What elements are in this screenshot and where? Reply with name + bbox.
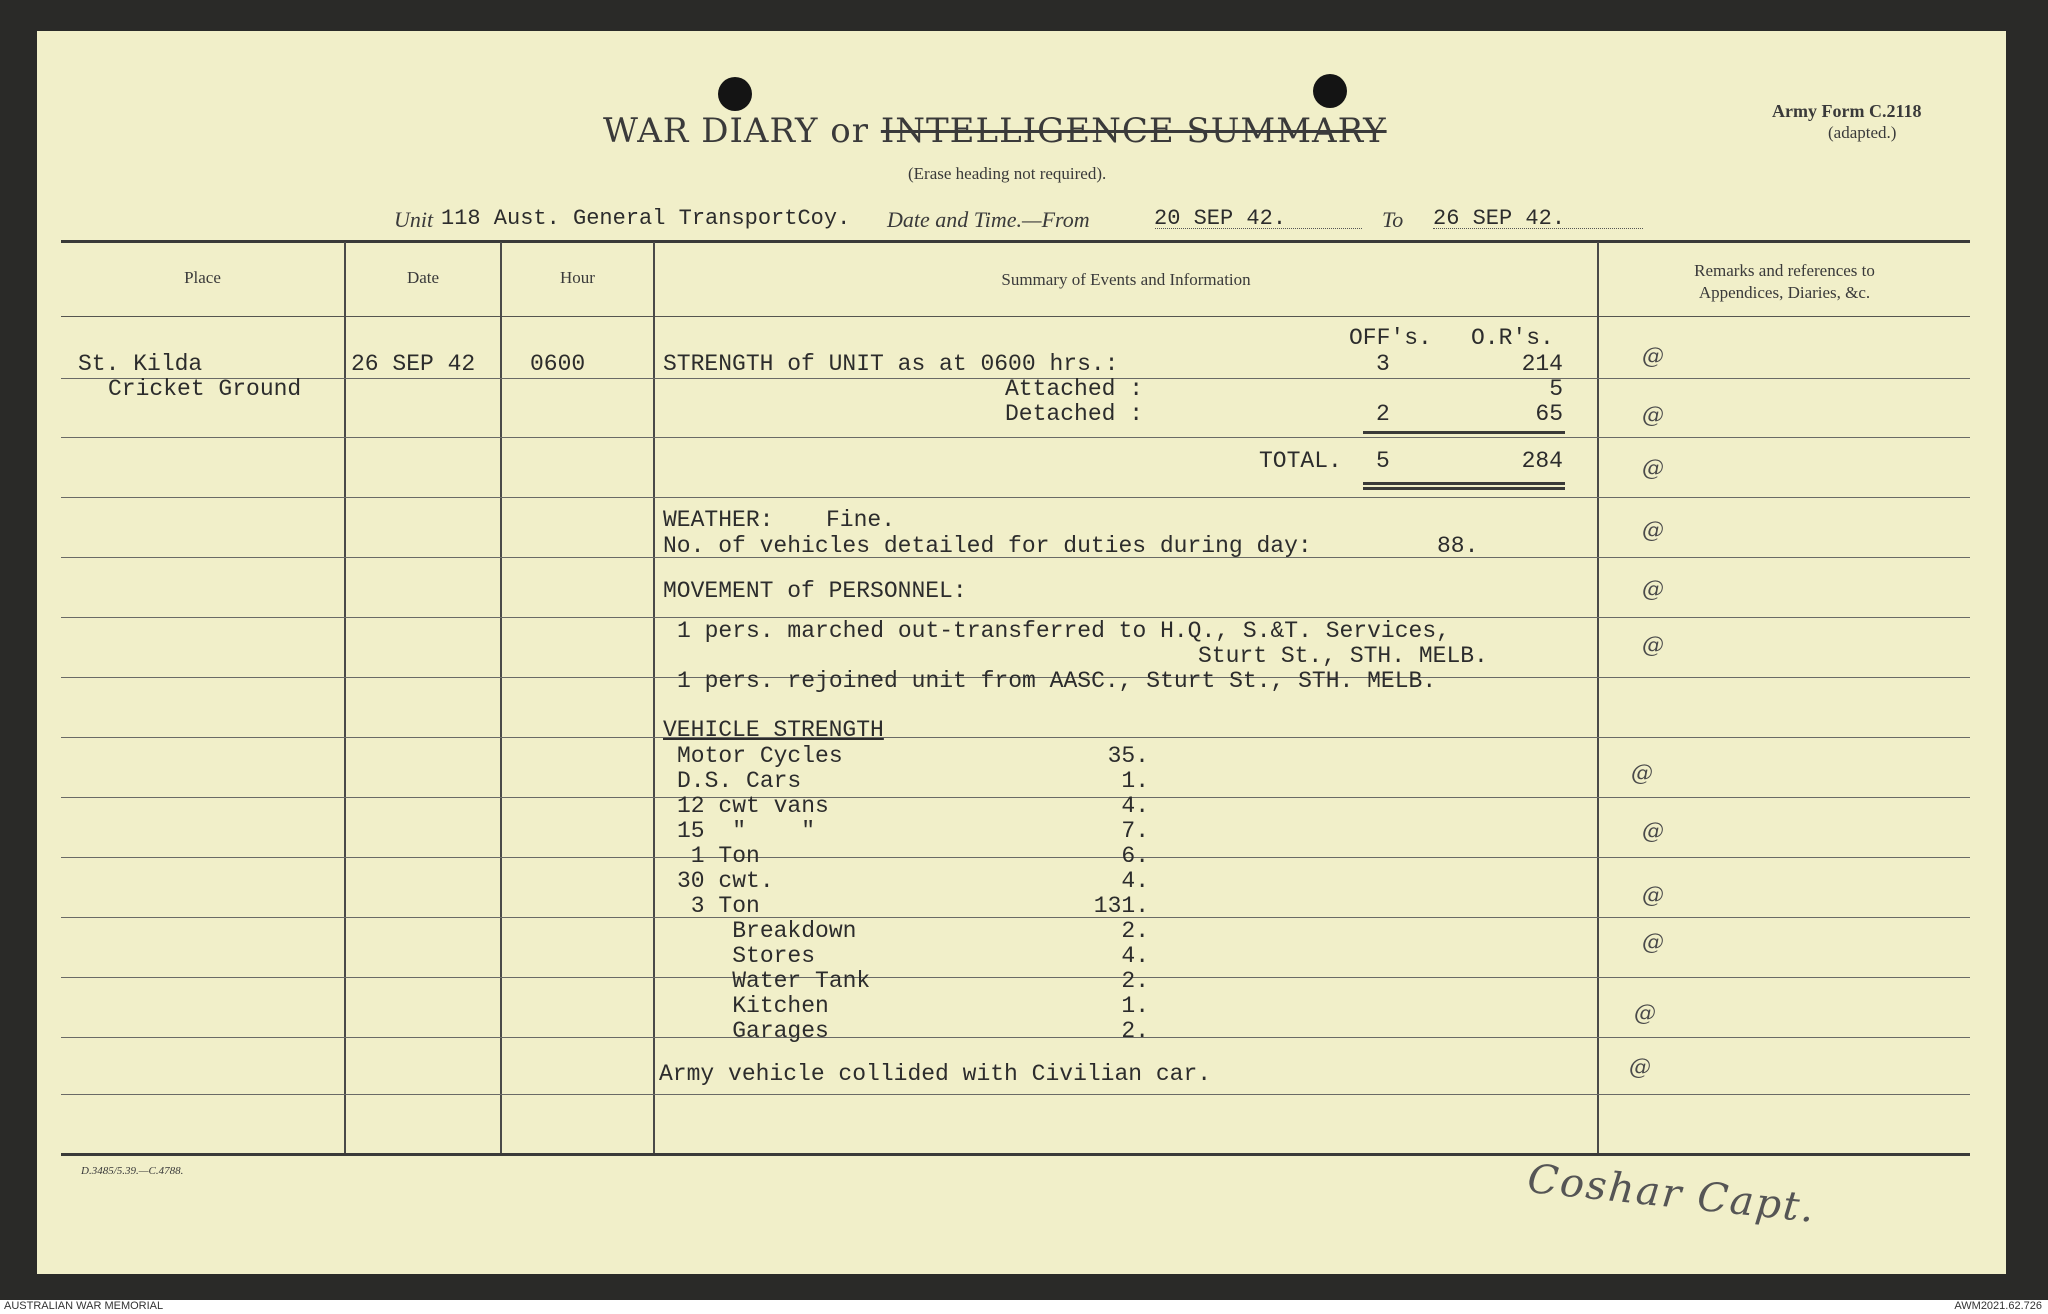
remark-mark: @ (1642, 577, 1664, 602)
archive-footer (0, 1300, 2048, 1314)
attached-ors: 5 (1549, 376, 1563, 402)
vehicle-count: 1. (1121, 993, 1149, 1019)
table-bottom-rule (61, 1153, 1970, 1156)
entry-hour: 0600 (530, 351, 586, 377)
remark-mark: @ (1629, 1055, 1651, 1080)
ruled-line (61, 1094, 1970, 1095)
war-diary-form (37, 31, 2006, 1274)
vehicle-type-label: 30 cwt. (677, 868, 774, 894)
strength-ors: 214 (1521, 351, 1563, 377)
remark-mark: @ (1634, 1001, 1656, 1026)
vehicle-type-label: Garages (677, 1018, 829, 1044)
total-label: TOTAL. (1259, 448, 1342, 474)
form-adapted: (adapted.) (1828, 123, 1897, 142)
to-date: 26 SEP 42. (1433, 206, 1566, 231)
vehicle-type-label: Kitchen (677, 993, 829, 1019)
ors-header: O.R's. (1471, 325, 1554, 351)
vehicle-type-label: Motor Cycles (677, 743, 843, 769)
punch-hole-right (1313, 74, 1347, 108)
weather-label: WEATHER: (663, 507, 774, 533)
column-header-date: Date (406, 268, 440, 287)
footer-institution: AUSTRALIAN WAR MEMORIAL (4, 1300, 164, 1312)
signature: Coshar Capt. (1525, 1155, 1819, 1233)
detached-label: Detached : (1005, 401, 1144, 427)
column-header-hour: Hour (560, 268, 595, 287)
table-top-rule (61, 240, 1970, 243)
ruled-line (61, 857, 1970, 858)
entry-date: 26 SEP 42 (351, 351, 476, 377)
offs-header: OFF's. (1349, 325, 1432, 351)
ruled-line (61, 977, 1970, 978)
vehicle-strength-title: VEHICLE STRENGTH (663, 717, 884, 743)
place-line-2: Cricket Ground (108, 376, 302, 402)
vehicles-detailed-label: No. of vehicles detailed for duties during day: (663, 533, 1312, 559)
remark-mark: @ (1642, 819, 1664, 844)
vehicle-count: 4. (1121, 943, 1149, 969)
weather-value: Fine. (826, 507, 896, 533)
from-date: 20 SEP 42. (1154, 206, 1287, 231)
vehicle-type-label: 1 Ton (677, 843, 760, 869)
unit-label: Unit (394, 207, 434, 232)
vehicle-count: 35. (1107, 743, 1149, 769)
movement-title: MOVEMENT of PERSONNEL: (663, 578, 967, 604)
title-main: WAR DIARY (603, 111, 819, 151)
from-dotted-line (1155, 228, 1362, 229)
detached-ors: 65 (1535, 401, 1563, 427)
remark-mark: @ (1642, 403, 1664, 428)
movement-line-2: Sturt St., STH. MELB. (1198, 643, 1488, 669)
vehicle-count: 2. (1121, 918, 1149, 944)
remark-mark: @ (1642, 456, 1664, 481)
ruled-line (61, 497, 1970, 498)
detached-offs: 2 (1376, 401, 1390, 427)
remark-mark: @ (1642, 633, 1664, 658)
vehicle-count: 7. (1121, 818, 1149, 844)
movement-line-1: 1 pers. marched out-transferred to H.Q., S.&T. Services, (677, 618, 1450, 644)
movement-line-3: 1 pers. rejoined unit from AASC., Sturt St., STH. MELB. (677, 668, 1437, 694)
total-double-rule-1 (1363, 482, 1565, 485)
column-header-remarks-1: Remarks and references to (1694, 261, 1875, 280)
strength-title: STRENGTH of UNIT as at 0600 hrs.: (663, 351, 1119, 377)
vehicle-type-label: D.S. Cars (677, 768, 802, 794)
vehicle-type-label: 15 " " (677, 818, 816, 844)
ruled-line (61, 737, 1970, 738)
vehicle-count: 4. (1121, 868, 1149, 894)
vehicle-count: 1. (1121, 768, 1149, 794)
date-time-label: Date and Time.—From (887, 207, 1090, 232)
vehicle-type-label: Stores (677, 943, 816, 969)
column-header-summary: Summary of Events and Information (1001, 270, 1251, 289)
ruled-line (61, 797, 1970, 798)
total-ors: 284 (1521, 448, 1563, 474)
subtotal-rule (1363, 431, 1565, 434)
punch-hole-left (718, 77, 752, 111)
vehicle-type-label: 3 Ton (677, 893, 760, 919)
vehicle-type-label: Water Tank (677, 968, 871, 994)
remark-mark: @ (1642, 344, 1664, 369)
vehicles-detailed-value: 88. (1437, 533, 1479, 559)
ruled-line (61, 1037, 1970, 1038)
to-dotted-line (1433, 228, 1643, 229)
vehicle-type-label: Breakdown (677, 918, 857, 944)
form-number: Army Form C.2118 (1772, 101, 1922, 121)
remark-mark: @ (1631, 761, 1653, 786)
column-header-place: Place (184, 268, 221, 287)
attached-label: Attached : (1005, 376, 1144, 402)
remark-mark: @ (1642, 883, 1664, 908)
to-label: To (1382, 207, 1404, 232)
vehicle-count: 4. (1121, 793, 1149, 819)
remark-mark: @ (1642, 518, 1664, 543)
form-title (603, 111, 1387, 151)
strength-offs: 3 (1376, 351, 1390, 377)
vehicle-count: 2. (1121, 968, 1149, 994)
incident-entry: Army vehicle collided with Civilian car. (659, 1061, 1212, 1087)
ruled-line (61, 437, 1970, 438)
print-code: D.3485/5.39.—C.4788. (81, 1165, 184, 1177)
place-line-1: St. Kilda (78, 351, 203, 377)
vehicle-type-label: 12 cwt vans (677, 793, 829, 819)
footer-accession-number: AWM2021.62.726 (1954, 1300, 2042, 1312)
unit-value: 118 Aust. General TransportCoy. (441, 206, 851, 231)
title-struck: INTELLIGENCE SUMMARY (880, 111, 1387, 151)
total-double-rule-2 (1363, 487, 1565, 490)
remark-mark: @ (1642, 930, 1664, 955)
vehicle-count: 6. (1121, 843, 1149, 869)
form-subtitle: (Erase heading not required). (908, 164, 1107, 183)
vehicle-count: 131. (1093, 893, 1149, 919)
ruled-line (61, 917, 1970, 918)
vehicle-count: 2. (1121, 1018, 1149, 1044)
header-bottom-rule (61, 316, 1970, 317)
title-or: or (830, 111, 870, 151)
total-offs: 5 (1376, 448, 1390, 474)
column-header-remarks-2: Appendices, Diaries, &c. (1698, 283, 1871, 302)
